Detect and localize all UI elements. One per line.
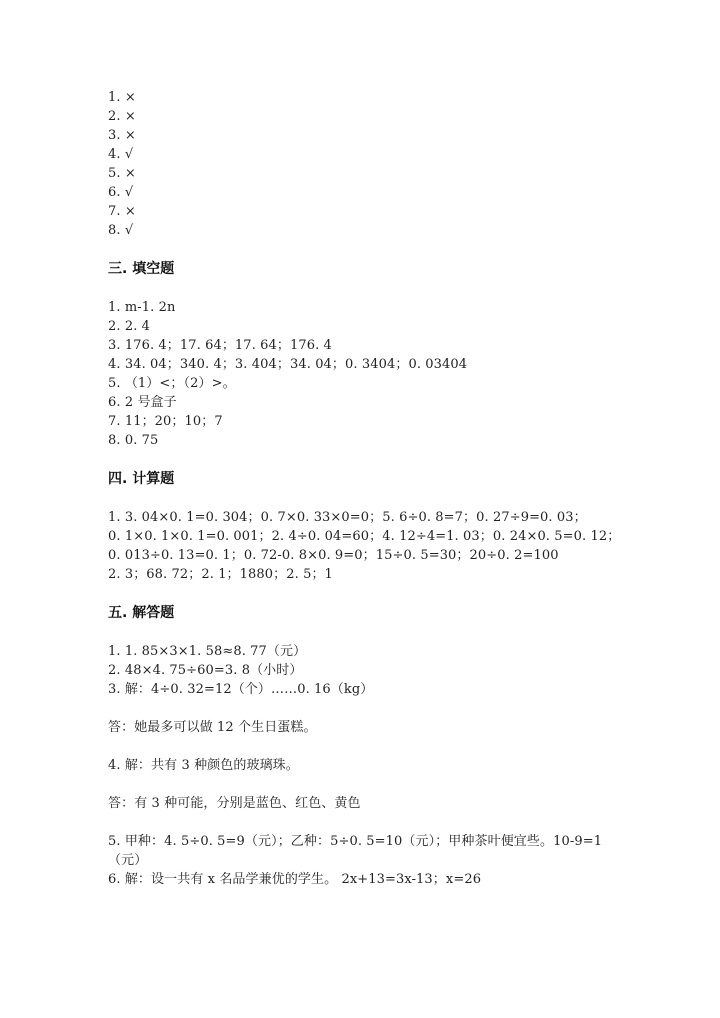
answer-line: 1. 3. 04×0. 1=0. 304；0. 7×0. 33×0=0；5. 6÷0. 8=7；0. 27÷9=0. 03； <box>108 510 587 525</box>
answer-line: 3. × <box>108 128 136 143</box>
section-heading-calculation: 四. 计算题 <box>108 471 175 487</box>
answer-line: 8. 0. 75 <box>108 433 159 448</box>
answer-line: 5. （1）<；（2）>。 <box>108 376 236 391</box>
answer-statement: 答：有 3 种可能，分别是蓝色、红色、黄色 <box>108 796 361 811</box>
answer-line: 1. m-1. 2n <box>108 300 176 315</box>
answer-line: 2. × <box>108 109 136 124</box>
answer-line: 2. 48×4. 75÷60=3. 8（小时） <box>108 663 303 678</box>
judgement-answers <box>108 88 608 240</box>
answer-key-document <box>108 88 621 889</box>
answer-statement: 答：她最多可以做 12 个生日蛋糕。 <box>108 720 317 735</box>
answer-line: 5. 甲种：4. 5÷0. 5=9（元）；乙种：5÷0. 5=10（元）；甲种茶叶便宜些。10-9=1（元） <box>108 834 603 868</box>
section-heading-word-problems: 五. 解答题 <box>108 605 175 621</box>
answer-line: 6. 2 号盒子 <box>108 395 177 410</box>
section-heading-fill-blank: 三. 填空题 <box>108 261 175 277</box>
answer-line: 1. × <box>108 90 136 105</box>
answer-line: 6. √ <box>108 185 134 200</box>
fill-blank-answers <box>108 298 608 450</box>
answer-line: 4. √ <box>108 147 134 162</box>
answer-line: 0. 013÷0. 13=0. 1；0. 72-0. 8×0. 9=0；15÷0. 5=30；20÷0. 2=100 <box>108 548 559 563</box>
word-problem-answers <box>108 642 608 889</box>
answer-line: 3. 解：4÷0. 32=12（个）……0. 16（kg） <box>108 682 374 697</box>
answer-line: 2. 2. 4 <box>108 319 151 334</box>
answer-line: 6. 解：设一共有 x 名品学兼优的学生。 2x+13=3x-13；x=26 <box>108 872 482 887</box>
answer-line: 2. 3；68. 72；2. 1；1880；2. 5；1 <box>108 567 333 582</box>
answer-line: 3. 176. 4；17. 64；17. 64；176. 4 <box>108 338 332 353</box>
answer-line: 7. × <box>108 204 136 219</box>
answer-line: 5. × <box>108 166 136 181</box>
answer-line: 7. 11；20；10；7 <box>108 414 223 429</box>
calculation-answers <box>108 508 621 584</box>
answer-line: 1. 1. 85×3×1. 58≈8. 77（元） <box>108 644 307 659</box>
answer-line: 4. 34. 04；340. 4；3. 404；34. 04；0. 3404；0. 03404 <box>108 357 468 372</box>
answer-line: 0. 1×0. 1×0. 1=0. 001；2. 4÷0. 04=60；4. 12÷4=1. 03；0. 24×0. 5=0. 12； <box>108 529 621 544</box>
answer-line: 8. √ <box>108 223 134 238</box>
answer-line: 4. 解：共有 3 种颜色的玻璃珠。 <box>108 758 299 773</box>
